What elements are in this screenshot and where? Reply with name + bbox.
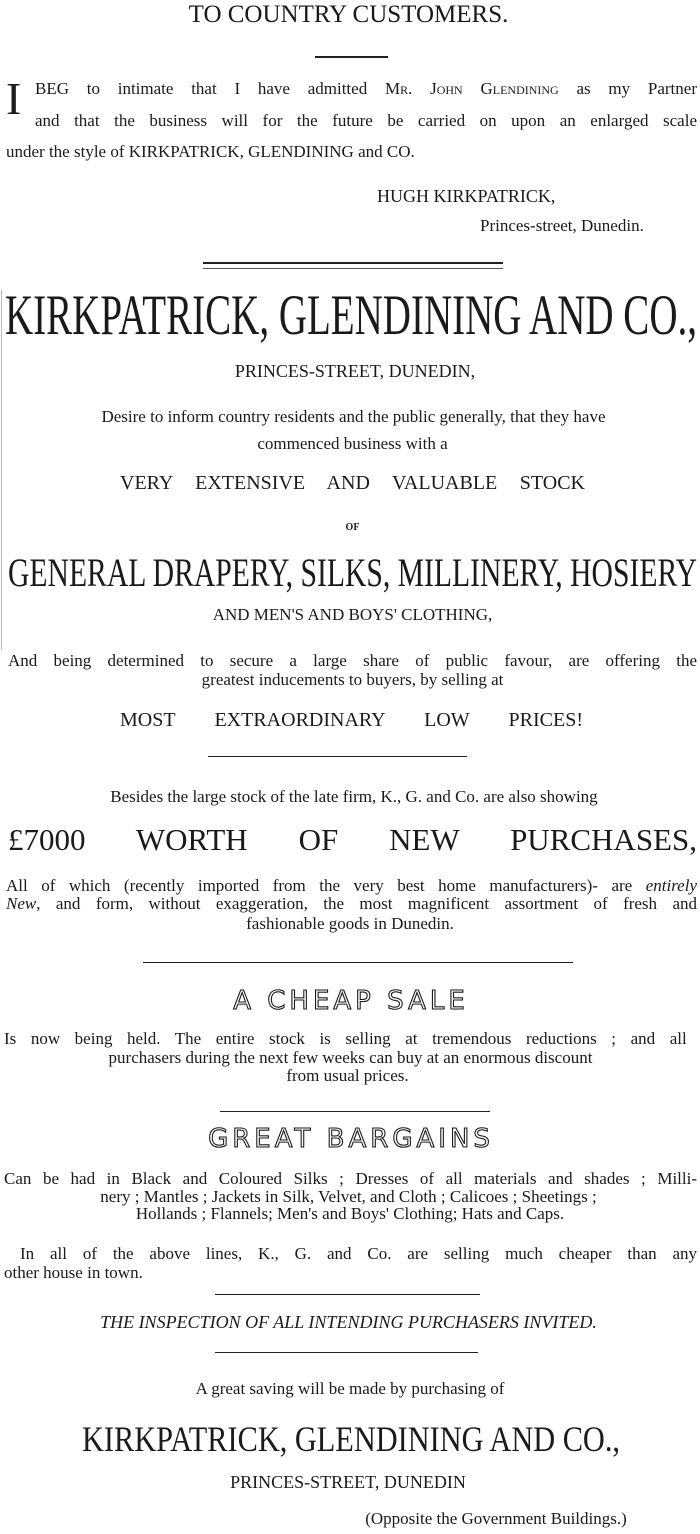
- column-edge-line: [1, 290, 2, 650]
- firm-name-footer: KIRKPATRICK, GLENDINING AND CO.,: [82, 1419, 620, 1459]
- divider-rule: [203, 262, 503, 269]
- offer-line: greatest inducements to buyers, by selling at: [201, 670, 504, 689]
- sale-line: purchasers during the next few weeks can buy at an enormous discount: [108, 1048, 593, 1067]
- notice-line-3: under the style of KIRKPATRICK, GLENDINING and CO.: [6, 142, 415, 161]
- notice-title: TO COUNTRY CUSTOMERS.: [188, 1, 509, 28]
- intro-line: commenced business with a: [257, 434, 448, 453]
- cheaper-line: In all of the above lines, K., G. and Co. are selling much cheaper than any: [20, 1244, 697, 1263]
- signature-address: Princes-street, Dunedin.: [480, 216, 644, 235]
- address-line: PRINCES-STREET, DUNEDIN,: [234, 361, 476, 381]
- bargains-line: Can be had in Black and Coloured Silks ; Dresses of all materials and shades ; Milli-: [4, 1169, 697, 1188]
- goods-heading: GENERAL DRAPERY, SILKS, MILLINERY, HOSIERY: [8, 550, 697, 595]
- goods-subheading: AND MEN'S AND BOYS' CLOTHING,: [212, 605, 493, 624]
- divider-rule: [215, 1352, 478, 1353]
- sale-heading: A CHEAP SALE: [233, 986, 469, 1016]
- address-footer: PRINCES-STREET, DUNEDIN: [230, 1472, 466, 1492]
- firm-name-heading: KIRKPATRICK, GLENDINING AND CO.,: [5, 284, 697, 347]
- intro-line: Desire to inform country residents and the public generally, that they have: [101, 407, 606, 426]
- stock-heading: VERY EXTENSIVE AND VALUABLE STOCK: [120, 472, 585, 494]
- bargains-heading: GREAT BARGAINS: [208, 1124, 494, 1154]
- sale-line: Is now being held. The entire stock is selling at tremendous reductions ; and all: [4, 1029, 687, 1048]
- offer-line: And being determined to secure a large share of public favour, are offering the: [8, 651, 697, 670]
- bargains-line: Hollands ; Flannels; Men's and Boys' Clothing; Hats and Caps.: [135, 1204, 565, 1223]
- bargains-line: nery ; Mantles ; Jackets in Silk, Velvet, and Cloth ; Calicoes ; Sheetings ;: [100, 1187, 597, 1206]
- import-line: All of which (recently imported from the very best home manufacturers)- are entirely: [6, 876, 697, 895]
- sale-line: from usual prices.: [286, 1066, 409, 1085]
- of-label: OF: [345, 522, 360, 533]
- divider-rule: [215, 1294, 480, 1295]
- purchases-heading: £7000 WORTH OF NEW PURCHASES,: [8, 822, 697, 857]
- cheaper-line: other house in town.: [4, 1263, 143, 1282]
- divider-rule: [220, 1111, 490, 1112]
- drop-cap: I: [6, 73, 22, 124]
- landmark-line: (Opposite the Government Buildings.): [365, 1509, 627, 1528]
- notice-line-2: and that the business will for the future be carried on upon an enlarged scale: [35, 111, 697, 130]
- notice-line-1: BEG to intimate that I have admitted Mr. John Glendining as my Partner: [35, 79, 697, 98]
- divider-rule: [143, 962, 573, 963]
- divider-rule: [208, 756, 467, 757]
- prices-heading: MOST EXTRAORDINARY LOW PRICES!: [120, 709, 583, 731]
- signature-name: HUGH KIRKPATRICK,: [377, 186, 556, 206]
- import-line: New, and form, without exaggeration, the most magnificent assortment of fresh and: [6, 894, 697, 913]
- import-line: fashionable goods in Dunedin.: [246, 914, 454, 933]
- inspection-line: THE INSPECTION OF ALL INTENDING PURCHASERS INVITED.: [100, 1312, 597, 1332]
- divider-rule: [315, 56, 388, 58]
- saving-line: A great saving will be made by purchasing of: [195, 1379, 505, 1398]
- besides-line: Besides the large stock of the late firm, K., G. and Co. are also showing: [110, 787, 598, 806]
